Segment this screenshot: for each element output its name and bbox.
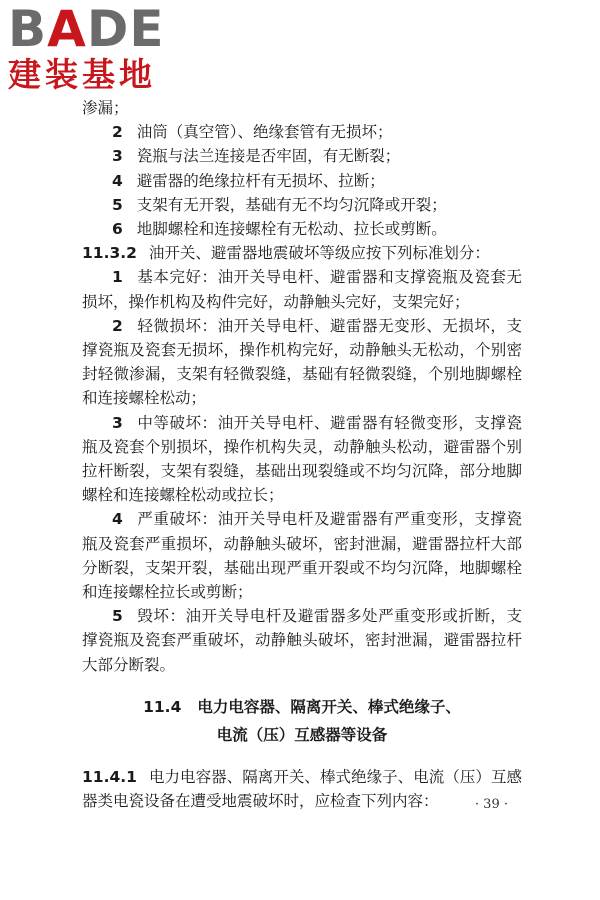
grade-item-4: 4 严重破坏：油开关导电杆及避雷器有严重变形，支撑瓷瓶及瓷套严重损坏，动静触头破坏，密封泄漏，避雷器拉杆大部分断裂，支架开裂，基础出现严重开裂或不均匀沉降，地脚螺栓和连接螺栓拉长或剪断； (82, 510, 522, 602)
check-item-5: 5 支架有无开裂，基础有无不均匀沉降或开裂； (112, 195, 447, 214)
section-heading-11-4-line2: 电流（压）互感器等设备 (216, 725, 388, 744)
check-item-6: 6 地脚螺栓和连接螺栓有无松动、拉长或剪断。 (112, 220, 447, 239)
grade-item-1: 1 基本完好：油开关导电杆、避雷器和支撑瓷瓶及瓷套无损坏，操作机构及构件完好，动静触头完好，支架完好； (82, 268, 522, 311)
bade-logo (8, 0, 183, 94)
document-body (82, 96, 522, 813)
clause-11-3-2: 11.3.2 油开关、避雷器地震破坏等级应按下列标准划分： (82, 244, 490, 263)
clause-11-4-1: 11.4.1 电力电容器、隔离开关、棒式绝缘子、电流（压）互感器类电瓷设备在遭受地震破坏时，应检查下列内容： (82, 767, 522, 811)
grade-item-3: 3 中等破坏：油开关导电杆、避雷器有轻微变形，支撑瓷瓶及瓷套个别损坏，操作机构失灵，动静触头松动，避雷器个别拉杆断裂，支架有裂缝，基础出现裂缝或不均匀沉降，部分地脚螺栓和连接螺栓松动或拉长； (82, 413, 522, 505)
check-item-4: 4 避雷器的绝缘拉杆有无损坏、拉断； (112, 171, 385, 190)
check-item-3: 3 瓷瓶与法兰连接是否牢固，有无断裂； (112, 147, 401, 166)
section-heading-11-4: 11.4 电力电容器、隔离开关、棒式绝缘子、 (143, 697, 461, 716)
grade-item-2: 2 轻微损坏：油开关导电杆、避雷器无变形、无损坏，支撑瓷瓶及瓷套无损坏，操作机构完好，动静触头无松动，个别密封轻微渗漏，支架有轻微裂缝，基础有轻微裂缝，个别地脚螺栓和连接螺栓松动； (82, 316, 522, 408)
check-item-2: 2 油筒（真空管）、绝缘套管有无损坏； (112, 123, 393, 142)
paragraph-continuation: 渗漏； (82, 99, 129, 117)
page-number: · 39 · (474, 797, 508, 812)
logo-wordmark: BADE (8, 0, 165, 58)
grade-item-5: 5 毁坏：油开关导电杆及避雷器多处严重变形或折断，支撑瓷瓶及瓷套严重破坏，动静触头破坏，密封泄漏，避雷器拉杆大部分断裂。 (82, 607, 522, 674)
logo-subtitle: 建装基地 (8, 55, 156, 94)
